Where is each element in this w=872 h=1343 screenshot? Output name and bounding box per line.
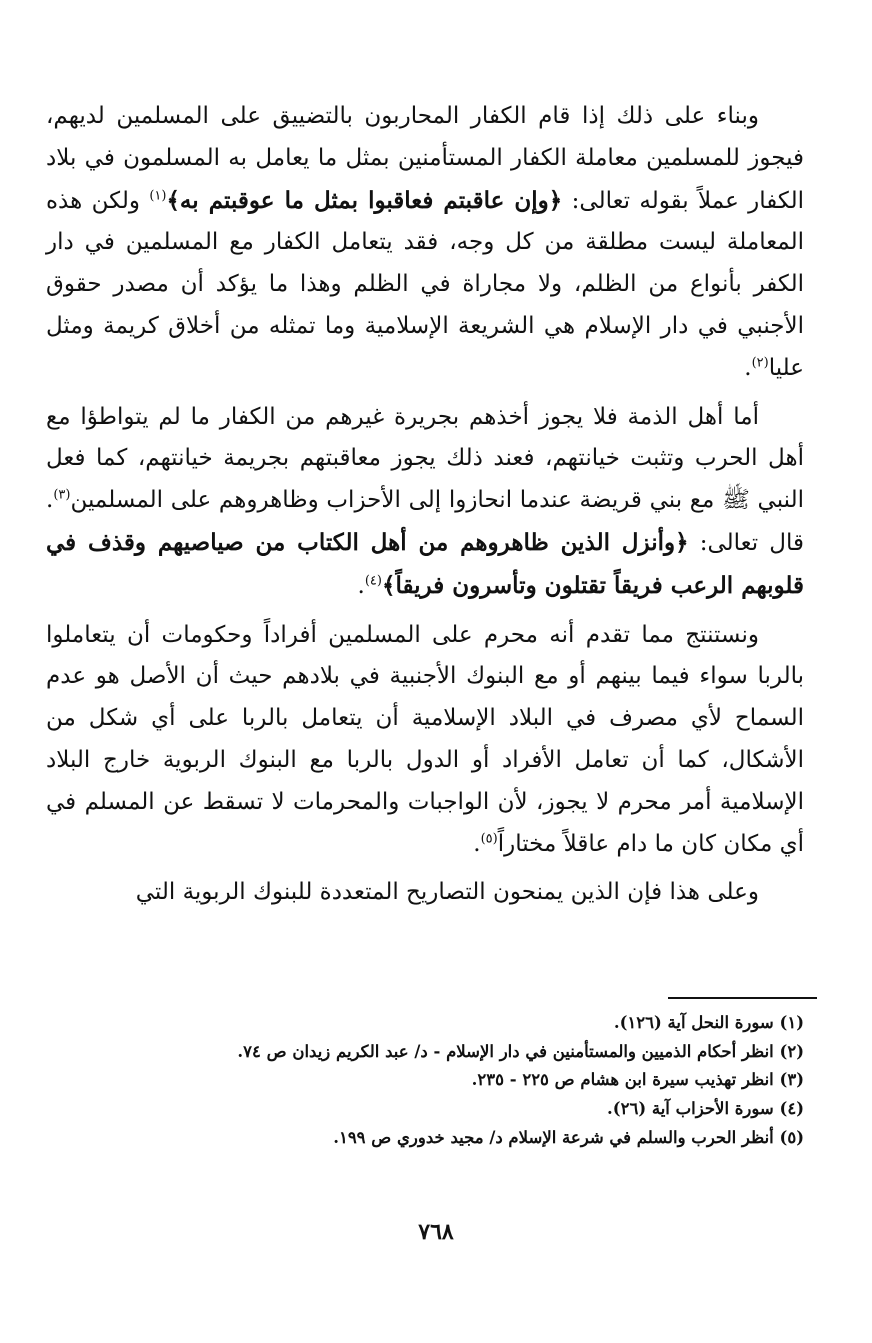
footnote-ref: (٤) xyxy=(364,573,382,589)
paragraph xyxy=(46,872,804,914)
footnote-ref: (٥) xyxy=(480,830,498,846)
paragraph xyxy=(46,615,804,866)
paragraph xyxy=(46,96,804,390)
footnote-1: (١) سورة النحل آية (١٢٦). xyxy=(613,1013,804,1032)
page-number: ٧٦٨ xyxy=(418,1219,454,1245)
footnote-3: (٣) انظر تهذيب سيرة ابن هشام ص ٢٢٥ - ٢٣٥. xyxy=(471,1070,804,1090)
text-run: ولكن هذه المعاملة ليست مطلقة من كل وجه، فقد يتعامل الكفار مع المسلمين في دار الكفر بأنواع من الظلم، ولا مجاراة في الظلم وهذا ما يؤكد أن مصدر حقوق الأجنبي في دار الإسلام هي الشريعة الإسلامية وما تمثله من أخلاق كريمة ومثل عليا xyxy=(46,187,804,381)
footnote-4: (٤) سورة الأحزاب آية (٢٦). xyxy=(607,1099,804,1119)
footnote-2: (٢) انظر أحكام الذميين والمستأمنين في دار الإسلام - د/ عبد الكريم زيدان ص ٧٤. xyxy=(237,1041,804,1061)
text-run: . قال تعالى: xyxy=(46,487,804,556)
text-run: ونستنتج مما تقدم أنه محرم على المسلمين أفراداً وحكومات أن يتعاملوا بالربا سواء فيما بينهم أو مع البنوك الأجنبية في بلادهم حيث أن الأصل هو عدم السماح لأي مصرف في البلاد الإسلامية أن يتعامل بالربا على أي شكل من الأشكال، كما أن تعامل الأفراد أو الدول بالربا مع البنوك الربوية خارج البلاد الإسلامية أمر محرم لا يجوز، لأن الواجبات والمحرمات لا تسقط عن المسلم في أي مكان كان ما دام عاقلاً مختاراً xyxy=(46,621,804,857)
quran-quote: ﴿وإن عاقبتم فعاقبوا بمثل ما عوقبتم به﴾ xyxy=(166,186,563,214)
text-run: أما أهل الذمة فلا يجوز أخذهم بجريرة غيرهم من الكفار ما لم يتواطؤا مع أهل الحرب وتثبت خيانتهم، فعند ذلك يجوز معاقبتهم بجريمة خيانتهم، كما فعل النبي ﷺ مع بني قريضة عندما انحازوا إلى الأحزاب وظاهروهم على المسلمين xyxy=(46,403,804,514)
quran-quote: ﴿وأنزل الذين ظاهروهم من أهل الكتاب من صياصيهم وقذف في قلوبهم الرعب فريقاً تقتلون وتأسرون فريقاً﴾ xyxy=(46,528,804,599)
text-run: وبناء على ذلك إذا قام الكفار المحاربون بالتضييق على المسلمين لديهم، فيجوز للمسلمين معاملة الكفار المستأمنين بمثل ما يعامل به المسلمون في بلاد الكفار عملاً بقوله تعالى: xyxy=(46,103,805,214)
text-run: . xyxy=(744,354,752,381)
footnote-ref: (٢) xyxy=(751,355,769,371)
footnote-5: (٥) أنظر الحرب والسلم في شرعة الإسلام د/ مجيد خدوري ص ١٩٩. xyxy=(333,1127,804,1147)
footnote-separator xyxy=(668,997,817,999)
text-run: وعلى هذا فإن الذين يمنحون التصاريح المتعددة للبنوك الربوية التي xyxy=(135,879,759,906)
text-run: . xyxy=(473,830,481,857)
body-text xyxy=(46,96,804,914)
paragraph xyxy=(46,397,804,608)
footnote-ref: (٣) xyxy=(53,487,71,503)
footnotes xyxy=(46,1009,804,1153)
text-run: . xyxy=(357,572,365,599)
footnote-ref: (١) xyxy=(149,187,167,203)
